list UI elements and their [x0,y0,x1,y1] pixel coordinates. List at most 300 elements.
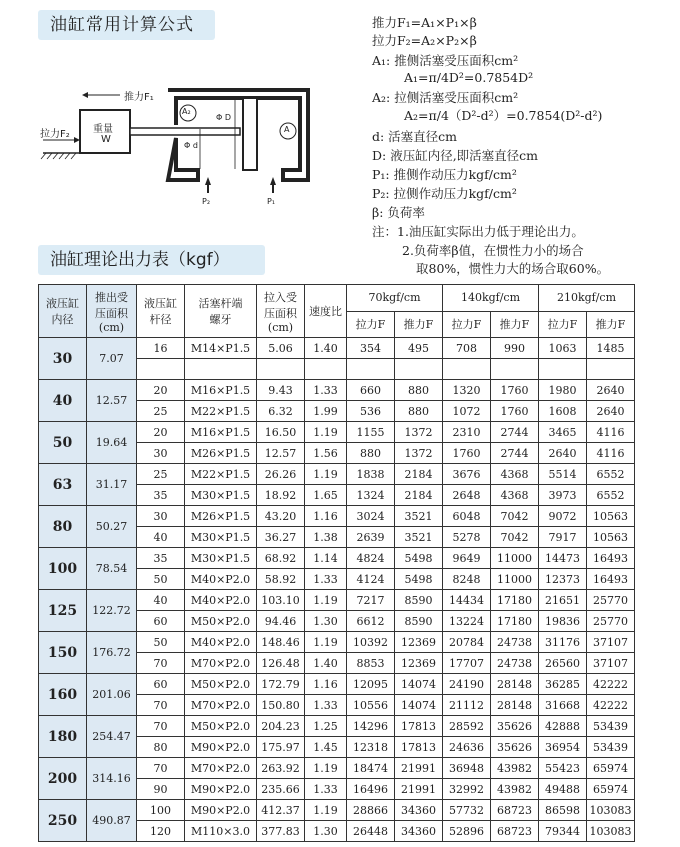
subheader-pull: 拉力F [347,311,395,338]
table-cell: 60 [137,674,185,695]
bore-cell: 180 [39,716,87,758]
subheader-push: 推力F [491,311,539,338]
table-cell: 53439 [587,716,635,737]
a-circle-label: A [284,125,290,134]
table-cell: 36948 [443,758,491,779]
table-cell: M70×P2.0 [185,653,257,674]
table-cell: 25 [137,464,185,485]
table-cell: M14×P1.5 [185,338,257,359]
table-cell: M40×P2.0 [185,590,257,611]
table-cell: 2640 [539,443,587,464]
bore-cell: 30 [39,338,87,380]
table-cell: 26448 [347,821,395,842]
table-cell: 1.38 [305,527,347,548]
bore-cell: 80 [39,506,87,548]
a2-circle-label: A₂ [182,107,191,116]
table-cell: 43.20 [257,506,305,527]
table-cell: 11000 [491,569,539,590]
note-3: 取80%，惯性力大的场合取60%。 [416,261,610,276]
table-cell: M70×P2.0 [185,758,257,779]
table-cell: 14473 [539,548,587,569]
table-cell: 16 [137,338,185,359]
cylinder-diagram [38,85,313,215]
push-force-label: 推力F₁ [124,92,154,103]
table-cell: M26×P1.5 [185,506,257,527]
table-cell: 7917 [539,527,587,548]
header-pull-area: 拉入受 压面积 (cm) [257,285,305,338]
table-cell: 14434 [443,590,491,611]
table-row [39,548,635,569]
weight-unit-label: W [101,134,111,145]
table-cell: 65974 [587,758,635,779]
table-cell: 708 [443,338,491,359]
table-cell: 3521 [395,506,443,527]
table-cell: 17180 [491,590,539,611]
bore-cell: 50 [39,422,87,464]
formula-section-title: 油缸常用计算公式 [38,10,215,40]
table-cell: 1.19 [305,632,347,653]
table-cell: 1760 [443,443,491,464]
bore-cell: 150 [39,632,87,674]
table-cell: 6612 [347,611,395,632]
table-cell: 42222 [587,695,635,716]
table-cell: 2639 [347,527,395,548]
table-cell: 5514 [539,464,587,485]
header-pressure-210: 210kgf/cm [539,285,635,312]
header-rod-diameter: 液压缸 杆径 [137,285,185,338]
header-speed-ratio: 速度比 [305,285,347,338]
table-cell: 6552 [587,464,635,485]
table-cell: 1.16 [305,674,347,695]
table-cell: 7042 [491,506,539,527]
table-cell: 21112 [443,695,491,716]
table-cell: 1372 [395,422,443,443]
table-row [39,338,635,359]
table-cell: 94.46 [257,611,305,632]
table-cell: M70×P2.0 [185,695,257,716]
table-cell: 1485 [587,338,635,359]
table-cell: 1838 [347,464,395,485]
table-cell: 24738 [491,653,539,674]
table-cell: 1324 [347,485,395,506]
table-cell: 7042 [491,527,539,548]
table-cell: 55423 [539,758,587,779]
table-cell: 10563 [587,506,635,527]
p2-definition: P₂: 拉侧作动压力kgf/cm² [372,186,517,201]
table-cell: 34360 [395,800,443,821]
table-cell: 1.19 [305,464,347,485]
table-cell [257,359,305,380]
table-cell: 86598 [539,800,587,821]
table-cell: 1608 [539,401,587,422]
table-cell: 12369 [395,632,443,653]
table-cell [491,359,539,380]
pull-force-label: 拉力F₂ [40,129,70,140]
table-cell: 1980 [539,380,587,401]
header-pressure-140: 140kgf/cm [443,285,539,312]
table-cell: 990 [491,338,539,359]
table-cell [395,359,443,380]
table-cell: 1.14 [305,548,347,569]
table-cell: 1760 [491,401,539,422]
table-row [39,464,635,485]
table-cell: 12369 [395,653,443,674]
table-cell: 1.30 [305,611,347,632]
table-cell: 68723 [491,800,539,821]
bore-definition: D: 液压缸内径,即活塞直径cm [372,148,539,163]
table-cell: 11000 [491,548,539,569]
table-cell: 32992 [443,779,491,800]
table-cell: 35626 [491,737,539,758]
table-cell: 3024 [347,506,395,527]
table-cell: 1.40 [305,338,347,359]
table-cell: 2184 [395,464,443,485]
push-area-cell: 50.27 [87,506,137,548]
table-cell: 2310 [443,422,491,443]
a2-definition: A₂: 拉侧活塞受压面积cm² [372,90,519,105]
table-cell: 1.56 [305,443,347,464]
table-cell: 25770 [587,611,635,632]
table-cell: 26.26 [257,464,305,485]
table-cell: 8248 [443,569,491,590]
table-cell: 12373 [539,569,587,590]
table-cell: 2744 [491,422,539,443]
table-cell: 126.48 [257,653,305,674]
table-cell: M40×P2.0 [185,569,257,590]
table-cell: 68.92 [257,548,305,569]
table-cell: 9072 [539,506,587,527]
output-table-title: 油缸理论出力表（kgf） [38,245,265,275]
table-cell: 57732 [443,800,491,821]
push-formula: 推力F₁=A₁×P₁×β [372,15,477,30]
table-cell: 3465 [539,422,587,443]
table-cell: 21991 [395,758,443,779]
a2-formula: A₂=π/4（D²-d²）=0.7854(D²-d²) [404,108,603,123]
table-cell: M22×P1.5 [185,401,257,422]
subheader-push: 推力F [395,311,443,338]
table-cell: 3973 [539,485,587,506]
table-cell: 1760 [491,380,539,401]
push-area-cell: 78.54 [87,548,137,590]
table-cell: 10392 [347,632,395,653]
header-push-area: 推出受 压面积 (cm) [87,285,137,338]
table-cell: 60 [137,611,185,632]
table-cell: M50×P2.0 [185,716,257,737]
output-force-table [38,284,635,842]
subheader-push: 推力F [587,311,635,338]
table-cell: M16×P1.5 [185,422,257,443]
table-cell: 1155 [347,422,395,443]
table-cell: 2744 [491,443,539,464]
table-cell: 9.43 [257,380,305,401]
table-cell: 3676 [443,464,491,485]
table-cell [347,359,395,380]
table-cell: 42888 [539,716,587,737]
table-cell: 90 [137,779,185,800]
table-cell [587,359,635,380]
table-cell: 495 [395,338,443,359]
table-cell: 1.45 [305,737,347,758]
table-cell [539,359,587,380]
table-cell: 30 [137,443,185,464]
table-cell: 16.50 [257,422,305,443]
pull-formula: 拉力F₂=A₂×P₂×β [372,33,477,48]
table-cell: 148.46 [257,632,305,653]
table-row [39,422,635,443]
table-cell: 2640 [587,401,635,422]
table-cell: 6552 [587,485,635,506]
table-cell: 1063 [539,338,587,359]
table-row [39,758,635,779]
push-area-cell: 254.47 [87,716,137,758]
table-cell: 70 [137,758,185,779]
table-cell: 172.79 [257,674,305,695]
table-cell: 12095 [347,674,395,695]
table-cell: 13224 [443,611,491,632]
table-cell: 49488 [539,779,587,800]
table-cell: M40×P2.0 [185,632,257,653]
table-cell: 4368 [491,485,539,506]
table-cell: M30×P1.5 [185,485,257,506]
table-cell: 1.40 [305,653,347,674]
table-cell [185,359,257,380]
table-cell: 18474 [347,758,395,779]
table-cell: 21651 [539,590,587,611]
table-cell: 53439 [587,737,635,758]
table-cell: 1320 [443,380,491,401]
subheader-pull: 拉力F [539,311,587,338]
table-cell: 4116 [587,422,635,443]
push-area-cell: 7.07 [87,338,137,380]
table-cell: 6048 [443,506,491,527]
note-2: 2.负荷率β值，在惯性力小的场合 [402,243,584,258]
note-1: 注：1.油压缸实际出力低于理论出力。 [372,224,584,239]
bore-cell: 160 [39,674,87,716]
bore-cell: 100 [39,548,87,590]
rod-diameter-label: Φ d [184,141,198,150]
table-cell: 50 [137,569,185,590]
push-area-cell: 122.72 [87,590,137,632]
table-cell: 1.33 [305,779,347,800]
table-cell: 660 [347,380,395,401]
table-cell: 1.25 [305,716,347,737]
table-cell: 8853 [347,653,395,674]
table-cell: 24738 [491,632,539,653]
table-cell: 70 [137,653,185,674]
table-cell: M30×P1.5 [185,548,257,569]
table-cell: 52896 [443,821,491,842]
table-cell: 42222 [587,674,635,695]
table-cell: 1.16 [305,506,347,527]
table-cell: 7217 [347,590,395,611]
table-cell [443,359,491,380]
table-cell: 263.92 [257,758,305,779]
table-cell: 35626 [491,716,539,737]
table-cell: 70 [137,695,185,716]
table-cell: 5.06 [257,338,305,359]
weight-label: 重量 [93,124,113,135]
table-cell: 150.80 [257,695,305,716]
table-cell: 36285 [539,674,587,695]
table-cell: 1.19 [305,758,347,779]
table-cell: 24636 [443,737,491,758]
table-cell: 354 [347,338,395,359]
beta-definition: β: 负荷率 [372,205,425,220]
table-cell: 34360 [395,821,443,842]
bore-cell: 40 [39,380,87,422]
table-cell: 5498 [395,548,443,569]
table-cell: 4116 [587,443,635,464]
bore-cell: 250 [39,800,87,842]
table-cell: 58.92 [257,569,305,590]
table-row [39,800,635,821]
subheader-pull: 拉力F [443,311,491,338]
table-cell: 880 [395,401,443,422]
rod-diameter-definition: d: 活塞直径cm [372,129,458,144]
table-row [39,506,635,527]
table-cell: 19836 [539,611,587,632]
table-cell: 36954 [539,737,587,758]
push-area-cell: 31.17 [87,464,137,506]
table-cell: M50×P2.0 [185,674,257,695]
table-cell: 12318 [347,737,395,758]
push-area-cell: 176.72 [87,632,137,674]
a1-formula: A₁=π/4D²=0.7854D² [404,70,534,85]
a1-definition: A₁: 推侧活塞受压面积cm² [372,53,519,68]
table-cell: 8590 [395,611,443,632]
table-cell: 8590 [395,590,443,611]
table-cell: 37107 [587,632,635,653]
table-cell: 14074 [395,674,443,695]
bore-cell: 125 [39,590,87,632]
table-cell: 31668 [539,695,587,716]
table-cell: 17813 [395,716,443,737]
p2-port-label: P₂ [202,197,211,206]
table-cell: 70 [137,716,185,737]
p1-port-label: P₁ [267,197,276,206]
table-cell: 3521 [395,527,443,548]
table-cell: 1.19 [305,590,347,611]
bore-cell: 63 [39,464,87,506]
table-cell: 80 [137,737,185,758]
table-cell: 1.19 [305,800,347,821]
table-body [39,338,635,842]
push-area-cell: 314.16 [87,758,137,800]
table-cell: M26×P1.5 [185,443,257,464]
header-rod-thread: 活塞杆端 螺牙 [185,285,257,338]
table-cell: 16493 [587,548,635,569]
table-cell: 9649 [443,548,491,569]
table-cell: 1.30 [305,821,347,842]
table-cell: 2648 [443,485,491,506]
table-cell: 2640 [587,380,635,401]
table-cell: 37107 [587,653,635,674]
table-cell: 100 [137,800,185,821]
table-cell: 17813 [395,737,443,758]
table-cell: 1072 [443,401,491,422]
table-cell: 17707 [443,653,491,674]
cylinder-drawing [38,85,313,215]
header-pressure-70: 70kgf/cm [347,285,443,312]
push-area-cell: 12.57 [87,380,137,422]
table-cell: 36.27 [257,527,305,548]
table-cell: 5278 [443,527,491,548]
table-cell: 16493 [587,569,635,590]
table-cell: 17180 [491,611,539,632]
table-cell: 43982 [491,779,539,800]
table-cell: 10563 [587,527,635,548]
table-cell: 1372 [395,443,443,464]
table-cell: 1.99 [305,401,347,422]
table-cell: 28866 [347,800,395,821]
table-cell: 43982 [491,758,539,779]
table-cell: M50×P2.0 [185,611,257,632]
p1-definition: P₁: 推侧作动压力kgf/cm² [372,167,517,182]
table-cell: M110×3.0 [185,821,257,842]
table-cell: 20 [137,380,185,401]
table-row [39,380,635,401]
table-cell: 103083 [587,821,635,842]
table-cell: 1.33 [305,695,347,716]
table-cell: 21991 [395,779,443,800]
table-cell: 14296 [347,716,395,737]
header-bore: 液压缸 内径 [39,285,87,338]
table-row [39,716,635,737]
push-area-cell: 490.87 [87,800,137,842]
table-cell: 1.19 [305,422,347,443]
table-cell: 79344 [539,821,587,842]
table-cell: 880 [395,380,443,401]
table-cell: M90×P2.0 [185,779,257,800]
table-cell: 103.10 [257,590,305,611]
table-cell: 204.23 [257,716,305,737]
table-row [39,632,635,653]
table-cell: 20 [137,422,185,443]
table-cell: 30 [137,506,185,527]
table-cell: 18.92 [257,485,305,506]
table-cell: M16×P1.5 [185,380,257,401]
table-cell: 40 [137,527,185,548]
table-cell: M22×P1.5 [185,464,257,485]
table-cell: 5498 [395,569,443,590]
table-cell: 25770 [587,590,635,611]
table-cell: 120 [137,821,185,842]
table-cell: 14074 [395,695,443,716]
table-cell: 175.97 [257,737,305,758]
table-cell: 35 [137,548,185,569]
bore-diameter-label: Φ D [216,113,231,122]
table-cell [305,359,347,380]
table-cell: 1.33 [305,569,347,590]
table-cell: 4124 [347,569,395,590]
push-area-cell: 19.64 [87,422,137,464]
bore-cell: 200 [39,758,87,800]
table-cell: 31176 [539,632,587,653]
table-cell: M90×P2.0 [185,737,257,758]
table-cell: 20784 [443,632,491,653]
table-cell: M90×P2.0 [185,800,257,821]
table-cell: 10556 [347,695,395,716]
table-cell: 65974 [587,779,635,800]
table-cell: 50 [137,632,185,653]
table-cell: 377.83 [257,821,305,842]
table-cell: 25 [137,401,185,422]
table-cell: 1.33 [305,380,347,401]
table-cell: 412.37 [257,800,305,821]
table-cell: 24190 [443,674,491,695]
push-area-cell: 201.06 [87,674,137,716]
table-cell: 16496 [347,779,395,800]
